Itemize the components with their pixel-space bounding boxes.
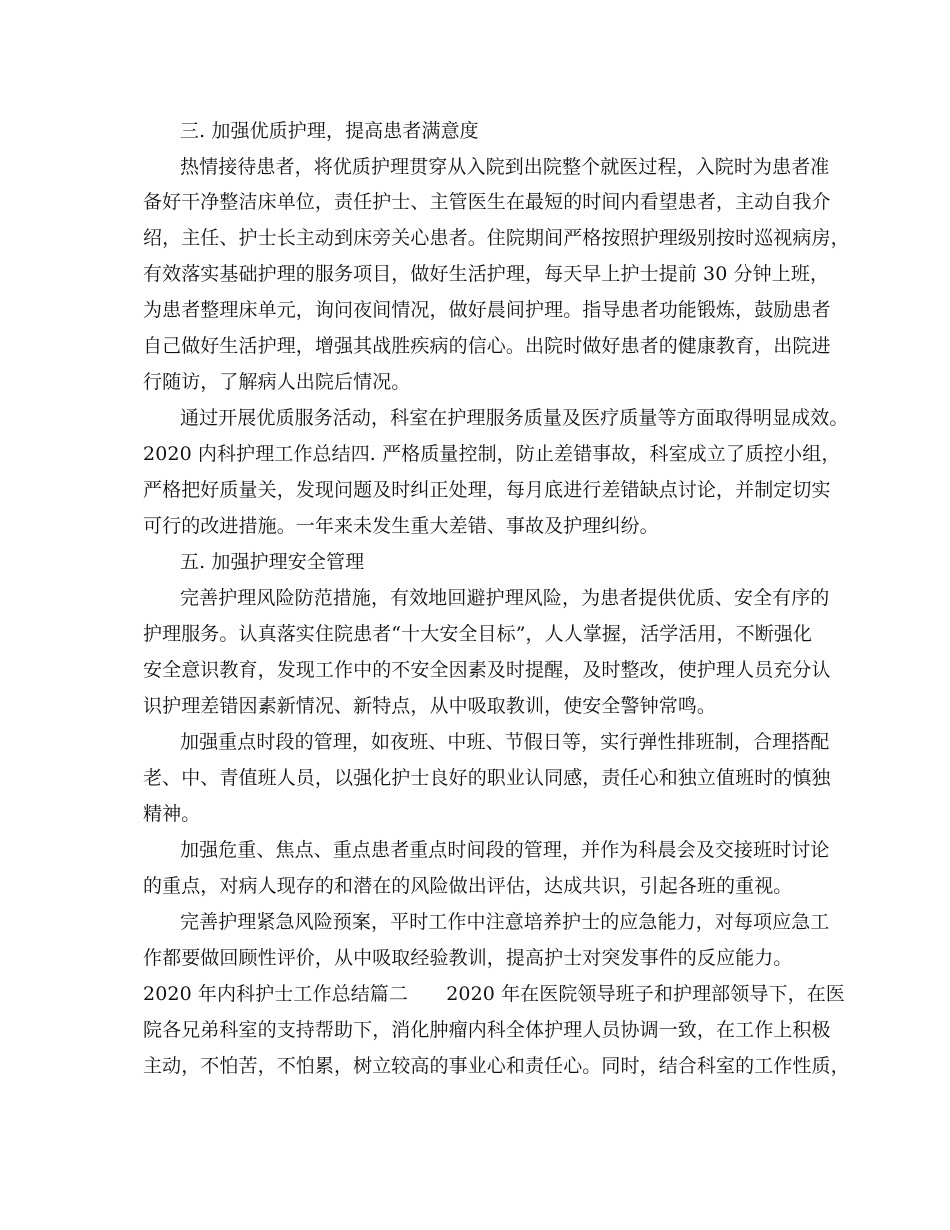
paragraph-line: 可行的改进措施。一年来未发生重大差错、事故及护理纠纷。 (143, 515, 659, 537)
paragraph-line: 有效落实基础护理的服务项目，做好生活护理，每天早上护士提前 30 分钟上班， (143, 263, 830, 285)
paragraph-line: 完善护理风险防范措施，有效地回避护理风险，为患者提供优质、安全有序的 (180, 587, 830, 609)
paragraph-line: 通过开展优质服务活动，科室在护理服务质量及医疗质量等方面取得明显成效。 (180, 407, 849, 429)
paragraph-line: 加强重点时段的管理，如夜班、中班、节假日等，实行弹性排班制，合理搭配 (180, 731, 830, 753)
paragraph-line: 精神。 (143, 803, 201, 825)
paragraph-line: 行随访，了解病人出院后情况。 (143, 371, 411, 393)
paragraph-line: 热情接待患者，将优质护理贯穿从入院到出院整个就医过程，入院时为患者准 (180, 156, 830, 178)
paragraph-line: 的重点，对病人现存的和潜在的风险做出评估，达成共识，引起各班的重视。 (143, 875, 793, 897)
paragraph-line: 绍，主任、护士长主动到床旁关心患者。住院期间严格按照护理级别按时巡视病房， (143, 227, 850, 249)
paragraph-line: 自己做好生活护理，增强其战胜疾病的信心。出院时做好患者的健康教育，出院进 (143, 335, 831, 357)
paragraph-line: 加强危重、焦点、重点患者重点时间段的管理，并作为科晨会及交接班时讨论 (180, 839, 830, 861)
section-heading: 三. 加强优质护理，提高患者满意度 (180, 120, 479, 142)
paragraph-line: 备好干净整洁床单位，责任护士、主管医生在最短的时间内看望患者，主动自我介 (143, 191, 831, 213)
paragraph-line: 为患者整理床单元，询问夜间情况，做好晨间护理。指导患者功能锻炼，鼓励患者 (143, 299, 831, 321)
paragraph-line: 识护理差错因素新情况、新特点，从中吸取教训，使安全警钟常鸣。 (143, 695, 717, 717)
paragraph-line: 作都要做回顾性评价，从中吸取经验教训，提高护士对突发事件的反应能力。 (143, 947, 793, 969)
paragraph-line: 安全意识教育，发现工作中的不安全因素及时提醒，及时整改，使护理人员充分认 (143, 659, 831, 681)
paragraph-line: 主动，不怕苦，不怕累，树立较高的事业心和责任心。同时，结合科室的工作性质， (143, 1055, 850, 1077)
paragraph-line: 严格把好质量关，发现问题及时纠正处理，每月底进行差错缺点讨论，并制定切实 (143, 479, 831, 501)
paragraph-line: 2020 年内科护士工作总结篇二 2020 年在医院领导班子和护理部领导下，在医 (143, 983, 845, 1005)
section-heading: 五. 加强护理安全管理 (180, 551, 365, 573)
paragraph-line: 2020 内科护理工作总结四. 严格质量控制，防止差错事故，科室成立了质控小组， (143, 443, 841, 465)
paragraph-line: 院各兄弟科室的支持帮助下，消化肿瘤内科全体护理人员协调一致，在工作上积极 (143, 1019, 831, 1041)
paragraph-line: 护理服务。认真落实住院患者“十大安全目标”，人人掌握，活学活用，不断强化 (143, 623, 813, 645)
paragraph-line: 完善护理紧急风险预案，平时工作中注意培养护士的应急能力，对每项应急工 (180, 911, 830, 933)
paragraph-line: 老、中、青值班人员，以强化护士良好的职业认同感，责任心和独立值班时的慎独 (143, 767, 831, 789)
